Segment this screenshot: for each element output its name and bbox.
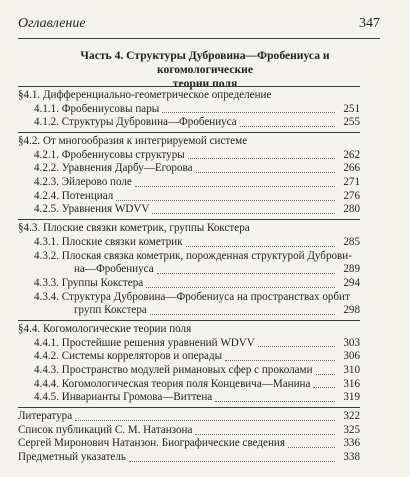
entry-label: 4.2.3. Эйлерово поле <box>34 176 132 189</box>
leader-dots <box>157 273 335 274</box>
section-heading: §4.3. Плоские связки кометрик, группы Кокстера <box>18 222 250 235</box>
entry-label: 4.2.1. Фробениусовы структуры <box>34 148 185 161</box>
entry-page: 266 <box>343 162 360 175</box>
toc-entry[interactable] <box>18 451 360 465</box>
entry-page: 289 <box>343 263 360 276</box>
section-heading: §4.4. Когомологические теории поля <box>18 323 192 335</box>
running-title: Оглавление <box>18 16 86 31</box>
leader-dots <box>240 126 335 127</box>
entry-label: 4.4.4. Когомологическая теория поля Концевича—Манина <box>34 377 311 390</box>
entry-label: 4.4.5. Инварианты Громова—Виттена <box>34 391 213 404</box>
entry-label: 4.3.1. Плоские связки кометрик <box>34 235 183 248</box>
toc-entry[interactable] <box>18 103 360 117</box>
leader-dots <box>258 346 335 347</box>
leader-dots <box>313 387 335 388</box>
toc-entry[interactable] <box>18 350 360 364</box>
header-rule <box>18 38 380 39</box>
entry-page: 271 <box>343 176 360 189</box>
leader-dots <box>186 246 335 247</box>
entry-page: 310 <box>343 364 360 377</box>
toc-entry[interactable] <box>18 391 360 405</box>
entry-label: Литература <box>18 410 73 423</box>
leader-dots <box>129 461 335 462</box>
entry-page: 251 <box>343 102 360 115</box>
divider <box>18 86 360 87</box>
toc-entry[interactable] <box>18 263 360 277</box>
entry-label: 4.1.1. Фробениусовы пары <box>34 102 160 115</box>
divider <box>18 132 360 133</box>
section-heading: §4.1. Дифференциально-геометрическое определение <box>18 89 272 101</box>
entry-label: 4.1.2. Структуры Дубровина—Фробениуса <box>34 116 237 129</box>
leader-dots <box>152 213 335 214</box>
entry-page: 285 <box>343 235 360 248</box>
entry-label: Список публикаций С. М. Натанзона <box>18 423 193 436</box>
toc-entry[interactable] <box>18 424 360 438</box>
entry-page: 255 <box>343 116 360 129</box>
leader-dots <box>225 360 335 361</box>
entry-label: 4.4.1. Простейшие решения уравнений WDVV <box>34 336 255 349</box>
toc-entry[interactable] <box>18 378 360 392</box>
entry-label: 4.2.5. Уравнения WDVV <box>34 203 150 216</box>
entry-label: Предметный указатель <box>18 451 126 464</box>
leader-dots <box>215 401 335 402</box>
toc-entry[interactable] <box>18 364 360 378</box>
entry-page: 336 <box>343 437 360 450</box>
leader-dots <box>162 112 335 113</box>
entry-page: 276 <box>343 189 360 202</box>
entry-page: 319 <box>343 391 360 404</box>
section-heading: §4.2. От многообразия к интегрируемой системе <box>18 135 248 148</box>
leader-dots <box>195 434 335 435</box>
entry-page: 298 <box>343 304 360 317</box>
entry-label[interactable]: 4.3.4. Структура Дубровина—Фробениуса на пространствах орбит <box>34 290 350 303</box>
leader-dots <box>146 287 335 288</box>
entry-label-continued: на—Фробениуса <box>74 263 154 276</box>
leader-dots <box>135 186 335 187</box>
toc-entry[interactable] <box>18 162 360 176</box>
leader-dots <box>196 172 335 173</box>
entry-label: 4.4.2. Системы корреляторов и операды <box>34 350 223 363</box>
toc-entry[interactable] <box>18 410 360 424</box>
toc-entry[interactable] <box>18 277 360 291</box>
entry-label-continued: групп Кокстера <box>74 304 147 317</box>
toc-entry[interactable] <box>18 149 360 163</box>
entry-page: 316 <box>343 377 360 390</box>
entry-page: 262 <box>343 148 360 161</box>
entry-page: 280 <box>343 203 360 216</box>
leader-dots <box>116 200 335 201</box>
leader-dots <box>150 314 335 315</box>
table-of-contents <box>18 84 360 465</box>
divider <box>18 219 360 220</box>
toc-entry[interactable] <box>18 236 360 250</box>
toc-entry[interactable] <box>18 438 360 452</box>
entry-page: 325 <box>343 423 360 436</box>
entry-label: 4.2.2. Уравнения Дарбу—Егорова <box>34 162 193 175</box>
toc-entry[interactable] <box>18 337 360 351</box>
page-number: 347 <box>359 16 380 31</box>
toc-entry[interactable] <box>18 176 360 190</box>
page-header <box>18 16 380 32</box>
leader-dots <box>75 420 335 421</box>
toc-entry[interactable] <box>18 116 360 130</box>
entry-page: 306 <box>343 350 360 363</box>
entry-page: 322 <box>343 410 360 423</box>
entry-label: Сергей Миронович Натанзон. Биографические сведения <box>18 437 285 450</box>
entry-page: 303 <box>343 336 360 349</box>
toc-entry[interactable] <box>18 304 360 318</box>
leader-dots <box>288 447 335 448</box>
leader-dots <box>188 158 335 159</box>
part-title-line-2: теории поля <box>172 77 238 90</box>
entry-label: 4.2.4. Потенциал <box>34 189 114 202</box>
entry-page: 294 <box>343 276 360 289</box>
part-title-line-1: Часть 4. Структуры Дубровина—Фробениуса и когомологические <box>80 49 330 76</box>
toc-entry[interactable] <box>18 204 360 218</box>
entry-label: 4.4.3. Пространство модулей римановых сфер с проколами <box>34 364 313 377</box>
toc-entry[interactable] <box>18 190 360 204</box>
entry-page: 338 <box>343 451 360 464</box>
entry-label[interactable]: 4.3.2. Плоская связка кометрик, порожденная структурой Дуброви- <box>34 249 352 262</box>
leader-dots <box>316 374 335 375</box>
divider <box>18 407 360 408</box>
entry-label: 4.3.3. Группы Кокстера <box>34 276 144 289</box>
divider <box>18 320 360 321</box>
